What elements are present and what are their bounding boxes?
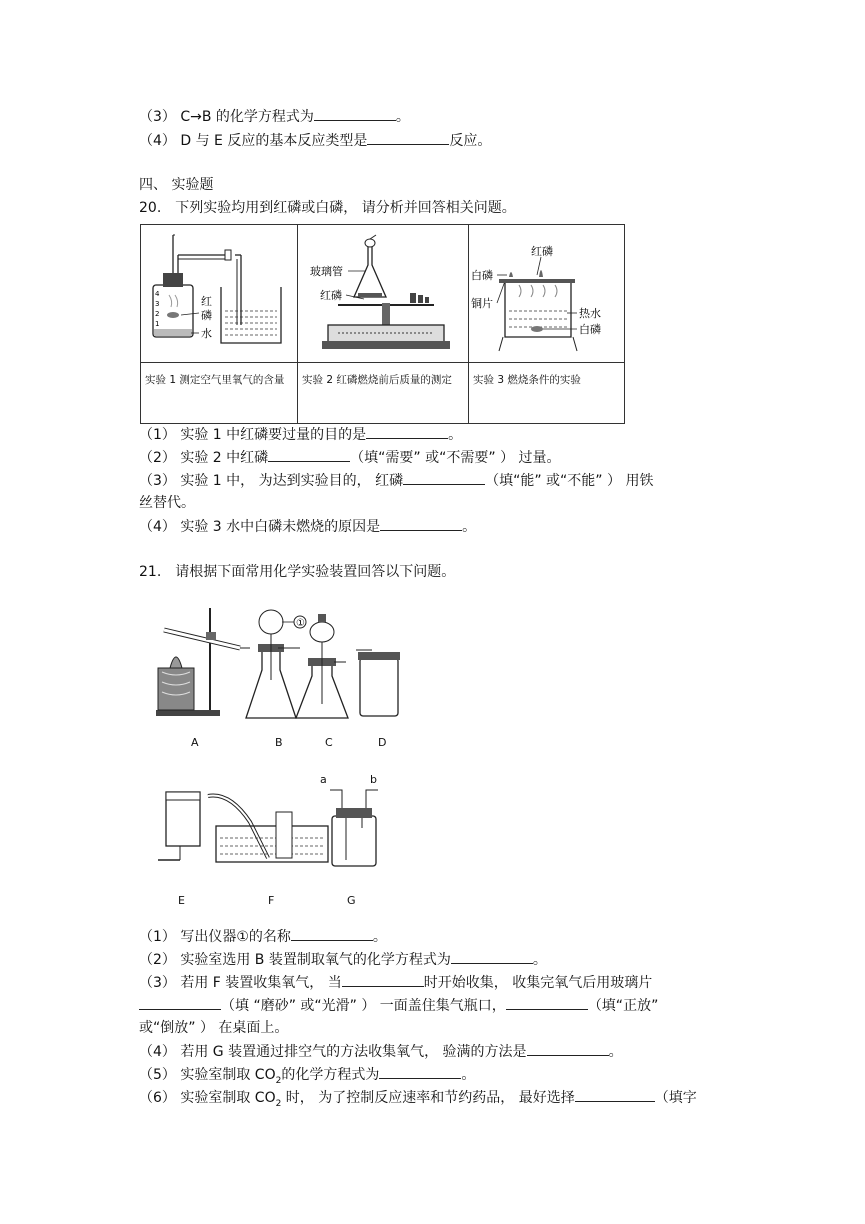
caption-experiment-2: 实验 2 红磷燃烧前后质量的测定	[298, 363, 469, 424]
answer-blank[interactable]	[314, 106, 396, 121]
q20-part2: （2） 实验 2 中红磷 （填“需要” 或“不需要” ） 过量。	[139, 447, 561, 468]
apparatus-a	[156, 608, 250, 716]
q21-part3-line2: （填 “磨砂” 或“光滑” ） 一面盖住集气瓶口， （填“正放”	[139, 995, 658, 1016]
answer-blank[interactable]	[575, 1087, 655, 1102]
experiment-3-figure	[469, 225, 625, 363]
section-title: 四、 实验题	[139, 177, 214, 193]
answer-blank[interactable]	[367, 130, 449, 145]
q20-part3-cont: 丝替代。	[139, 495, 195, 511]
q21-part5: （5） 实验室制取 $CO_2$的化学方程式为 。	[139, 1064, 475, 1091]
label-hot-water: 热水	[579, 307, 601, 320]
q21-stem: 21. 请根据下面常用化学实验装置回答以下问题。	[139, 564, 456, 580]
balance-apparatus	[298, 225, 468, 358]
label-apparatus-e: E	[178, 894, 185, 907]
answer-blank[interactable]	[291, 926, 373, 941]
answer-blank[interactable]	[380, 516, 462, 531]
label-white-phosphorus: 白磷	[471, 269, 493, 282]
apparatus-e	[158, 792, 200, 860]
caption-experiment-1: 实验 1 测定空气里氧气的含量	[141, 363, 298, 424]
label-apparatus-f: F	[268, 894, 275, 907]
label-phosphorus: 磷	[201, 309, 212, 322]
apparatus-f	[208, 796, 328, 862]
label-red: 红	[201, 295, 212, 308]
answer-blank[interactable]	[139, 995, 221, 1010]
scale-mark: 1	[155, 320, 160, 328]
q19-part3: （3） C→B 的化学方程式为 。	[139, 106, 410, 127]
label-apparatus-a: A	[191, 736, 199, 749]
caption-experiment-3: 实验 3 燃烧条件的实验	[469, 363, 625, 424]
combustion-conditions-apparatus	[469, 225, 624, 358]
label-apparatus-c: C	[325, 736, 333, 749]
q21-part4: （4） 若用 G 装置通过排空气的方法收集氧气， 验满的方法是 。	[139, 1041, 623, 1062]
q20-part3: （3） 实验 1 中， 为达到实验目的， 红磷 （填“能” 或“不能” ） 用铁	[139, 470, 653, 491]
answer-blank[interactable]	[366, 424, 448, 439]
scale-mark: 4	[155, 290, 160, 298]
label-port-a: a	[320, 773, 327, 786]
scale-mark: 2	[155, 310, 160, 318]
label-glass-tube: 玻璃管	[310, 265, 343, 278]
label-red-phosphorus-top: 红磷	[531, 245, 553, 258]
q21-part3: （3） 若用 F 装置收集氧气， 当 时开始收集， 收集完氧气后用玻璃片	[139, 972, 652, 993]
answer-blank[interactable]	[342, 972, 424, 987]
label-red-phosphorus: 红磷	[320, 289, 342, 302]
q20-part1: （1） 实验 1 中红磷要过量的目的是 。	[139, 424, 462, 445]
label-water: 水	[201, 327, 212, 340]
apparatus-b	[246, 610, 306, 718]
answer-blank[interactable]	[379, 1064, 461, 1079]
answer-blank[interactable]	[451, 949, 533, 964]
q21-part1: （1） 写出仪器①的名称 。	[139, 926, 387, 947]
marker-1: ①	[296, 618, 305, 629]
label-port-b: b	[370, 773, 377, 786]
label-white-phosphorus-bottom: 白磷	[579, 323, 601, 336]
q20-stem: 20. 下列实验均用到红磷或白磷， 请分析并回答相关问题。	[139, 200, 516, 216]
q21-part2: （2） 实验室选用 B 装置制取氧气的化学方程式为 。	[139, 949, 547, 970]
answer-blank[interactable]	[506, 995, 588, 1010]
scale-mark: 3	[155, 300, 160, 308]
apparatus-g	[330, 790, 378, 866]
label-apparatus-d: D	[378, 736, 387, 749]
experiment-1-figure	[141, 225, 298, 363]
answer-blank[interactable]	[403, 470, 485, 485]
apparatus-efg	[150, 772, 390, 872]
label-copper-plate: 铜片	[471, 297, 493, 310]
apparatus-c	[296, 614, 348, 718]
q19-part4: （4） D 与 E 反应的基本反应类型是 反应。	[139, 130, 491, 151]
answer-blank[interactable]	[268, 447, 350, 462]
q21-part6: （6） 实验室制取 $CO_2$ 时， 为了控制反应速率和节约药品， 最好选择 （填字	[139, 1087, 697, 1114]
apparatus-d	[356, 650, 400, 716]
oxygen-measurement-apparatus	[141, 225, 297, 358]
q20-part4: （4） 实验 3 水中白磷未燃烧的原因是 。	[139, 516, 476, 537]
q20-figure-table	[140, 224, 625, 424]
label-apparatus-b: B	[275, 736, 283, 749]
label-apparatus-g: G	[347, 894, 356, 907]
answer-blank[interactable]	[527, 1041, 609, 1056]
q21-part3-line3: 或“倒放” ） 在桌面上。	[139, 1020, 289, 1036]
experiment-2-figure	[298, 225, 469, 363]
